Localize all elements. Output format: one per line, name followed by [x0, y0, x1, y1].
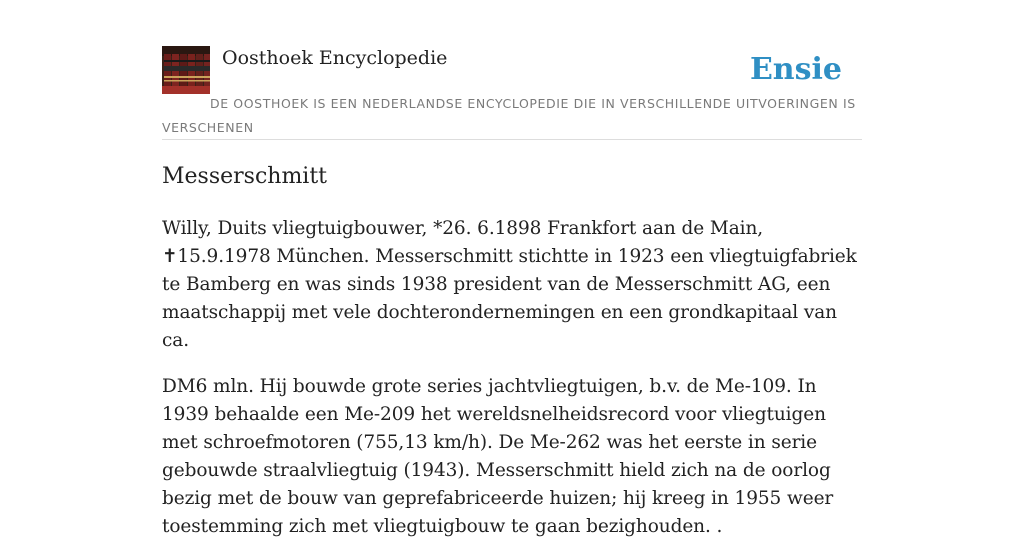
brand-logo-link[interactable]: Ensie — [749, 52, 842, 87]
header-divider — [162, 139, 862, 140]
site-name-link[interactable]: Oosthoek Encyclopedie — [222, 47, 448, 69]
header — [162, 46, 862, 140]
article-title: Messerschmitt — [162, 164, 328, 189]
site-tagline: DE OOSTHOEK IS EEN NEDERLANDSE ENCYCLOPEDIE DIE IN VERSCHILLENDE UITVOERINGEN IS VERSCHENEN — [162, 96, 856, 135]
article-paragraph: DM6 mln. Hij bouwde grote series jachtvliegtuigen, b.v. de Me-109. In 1939 behaalde een Me-209 het wereldsnelheidsrecord voor vliegtuigen met schroefmotoren (755,13 km/h). De Me-262 was het eerste in serie gebouwde straalvliegtuig (1943). Messerschmitt hield zich na de oorlog bezig met de bouw van geprefabriceerde huizen; hij kreeg in 1955 weer toestemming zich met vliegtuigbouw te gaan bezighouden. . — [162, 376, 834, 537]
book-spines-icon — [162, 46, 210, 94]
article-paragraph: Willy, Duits vliegtuigbouwer, *26. 6.1898 Frankfort aan de Main, ✝15.9.1978 München. Messerschmitt stichtte in 1923 een vliegtuigfabriek te Bamberg en was sinds 1938 president van de Messerschmitt AG, een maatschappij met vele dochterondernemingen en een grondkapitaal van ca. — [162, 218, 857, 351]
article-body — [162, 215, 862, 559]
encyclopedia-avatar[interactable] — [162, 46, 210, 94]
